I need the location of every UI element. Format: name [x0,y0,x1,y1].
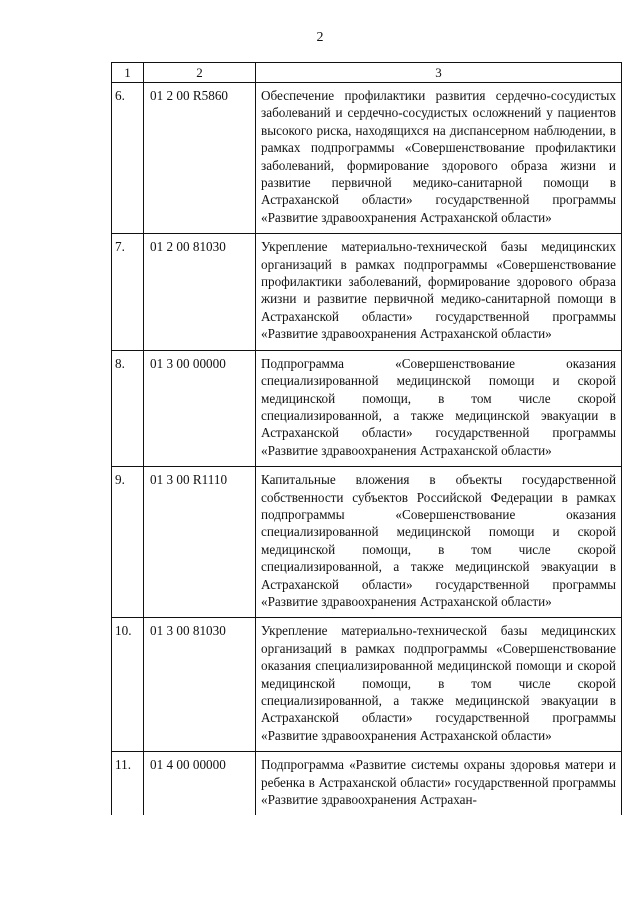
column-header-description: 3 [256,63,622,83]
row-description: Укрепление материально-технической базы медицинских организаций в рамках подпрограммы «Совершенствование профилактики заболеваний, формирование здорового образа жизни и развитие первичной медико-санитарной помощи в Астраханской области» государственной программы «Развитие здравоохранения Астраханской области» [256,234,622,350]
row-description: Обеспечение профилактики развития сердечно-сосудистых заболеваний и сердечно-сосудистых осложнений у пациентов высокого риска, находящихся на диспансерном наблюдении, в рамках подпрограммы «Совершенствование профилактики заболеваний, формирование здорового образа жизни и развитие первичной медико-санитарной помощи в Астраханской области» государственной программы «Развитие здравоохранения Астраханской области» [256,83,622,234]
row-description: Подпрограмма «Развитие системы охраны здоровья матери и ребенка в Астраханской области» государственной программы «Развитие здравоохранения Астрахан- [256,752,622,816]
table-row [112,618,622,752]
column-header-code: 2 [144,63,256,83]
budget-classification-table [111,62,622,815]
row-code: 01 3 00 81030 [144,618,256,752]
table-row [112,752,622,816]
row-number: 8. [112,350,144,466]
row-code: 01 3 00 00000 [144,350,256,466]
row-description: Укрепление материально-технической базы медицинских организаций в рамках подпрограммы «Совершенствование оказания специализированной медицинской помощи и скорой медицинской помощи, в том числе скорой специализированной, а также медицинской эвакуации в Астраханской области» государственной программы «Развитие здравоохранения Астраханской области» [256,618,622,752]
row-description: Капитальные вложения в объекты государственной собственности субъектов Российской Федерации в рамках подпрограммы «Совершенствование оказания специализированной медицинской помощи и скорой медицинской помощи, в том числе скорой специализированной, а также медицинской эвакуации в Астраханской области» государственной программы «Развитие здравоохранения Астраханской области» [256,467,622,618]
page-number: 2 [316,30,324,45]
table-row [112,350,622,466]
row-code: 01 2 00 R5860 [144,83,256,234]
row-code: 01 2 00 81030 [144,234,256,350]
row-code: 01 3 00 R1110 [144,467,256,618]
table-row [112,467,622,618]
row-code: 01 4 00 00000 [144,752,256,816]
row-number: 7. [112,234,144,350]
row-description: Подпрограмма «Совершенствование оказания специализированной медицинской помощи и скорой медицинской помощи, в том числе скорой специализированной, а также медицинской эвакуации в Астраханской области» государственной программы «Развитие здравоохранения Астраханской области» [256,350,622,466]
row-number: 11. [112,752,144,816]
table-header-row [112,63,622,83]
table-row [112,83,622,234]
table-row [112,234,622,350]
column-header-number: 1 [112,63,144,83]
row-number: 6. [112,83,144,234]
row-number: 10. [112,618,144,752]
row-number: 9. [112,467,144,618]
